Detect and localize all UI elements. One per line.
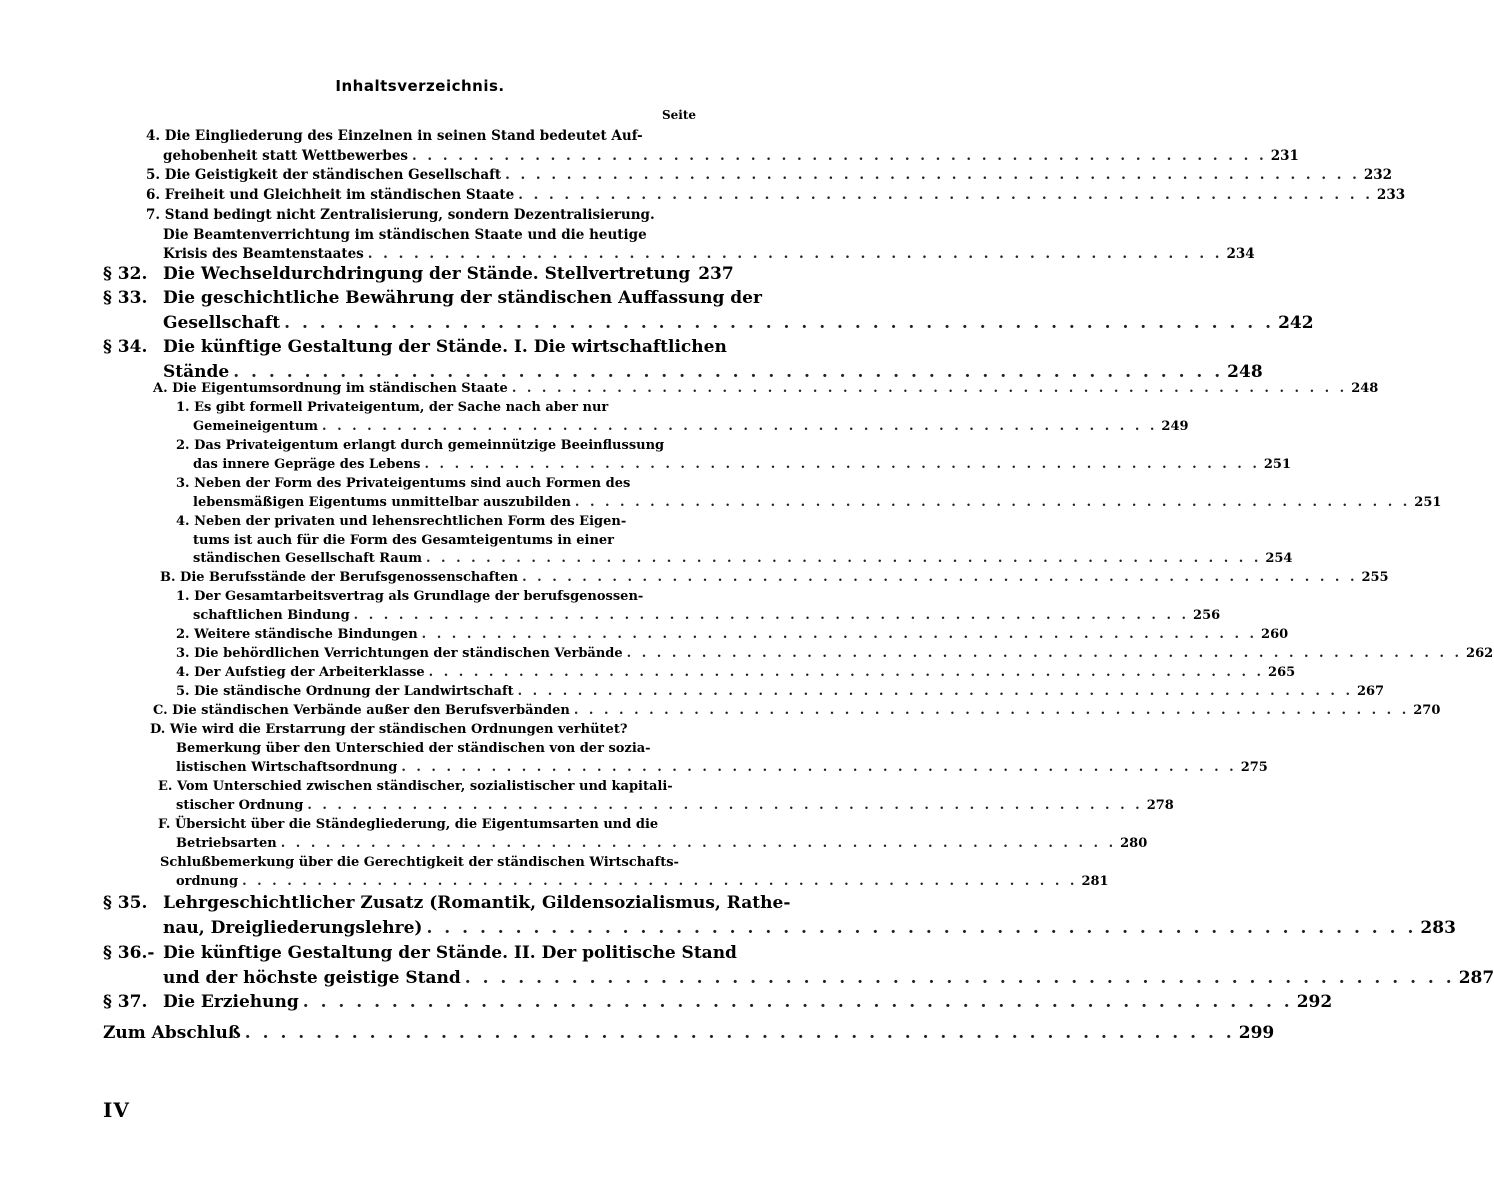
section-number: § 33. [103,288,148,308]
page-ref: 267 [1356,684,1385,699]
dot-leader: . . . . . . . . . . . . . . . . . . . . . . . . . . . . . . . . . . . . . . . . . . . . . . . . . . . . . . . . [428,665,1265,680]
section-number: § 35. [103,893,148,913]
entry-title: Die geschichtliche Bewährung der ständischen Auffassung der [163,288,762,308]
page-ref: 287 [1458,968,1494,988]
toc-entry-d0b [176,741,700,756]
entry-title: 5. Die ständische Ordnung der Landwirtschaft [176,684,514,699]
toc-entry-m33b [163,313,1314,333]
toc-entry-d0c [176,760,1268,775]
page-ref: 265 [1268,665,1296,680]
page-ref: 283 [1420,918,1456,938]
section-number: § 36.- [103,943,155,963]
entry-title: ständischen Gesellschaft Raum [193,551,422,566]
entry-title: Die Wechseldurchdringung der Stände. Stellvertretung [163,264,691,284]
toc-entry-e0b [176,798,1174,813]
dot-leader: . . . . . . . . . . . . . . . . . . . . . . . . . . . . . . . . . . . . . . . . . . . . . . . . . . . . . . . . [401,760,1237,775]
toc-entry-a2b [193,457,1292,472]
toc-entry-l2 [163,148,1299,164]
seite-label: Seite [662,108,697,122]
entry-title: 5. Die Geistigkeit der ständischen Gesellschaft [146,167,502,183]
toc-entry-m35b [163,918,1456,938]
toc-entry-a3a [176,476,700,491]
toc-entry-s0b [176,874,1109,889]
dot-leader: . . . . . . . . . . . . . . . . . . . . . . . . . . . . . . . . . . . . . . . . . . . . . . . . . . . . . . . . [425,551,1262,566]
entry-title: 1. Es gibt formell Privateigentum, der Sache nach aber nur [176,400,609,415]
toc-entry-a4a [176,514,700,529]
section-number: § 34. [103,337,148,357]
page-ref: 251 [1263,457,1292,472]
dot-leader: . . . . . . . . . . . . . . . . . . . . . . . . . . . . . . . . . . . . . . . . . . . . . . . . . . . . . . . . [244,1023,1235,1043]
page-ref: 275 [1240,760,1268,775]
page-ref: 256 [1193,608,1221,623]
entry-title: das innere Gepräge des Lebens [193,457,421,472]
toc-entry-a4c [193,551,1293,566]
toc-entry-m33a [103,288,762,308]
entry-title: 1. Der Gesamtarbeitsvertrag als Grundlage der berufsgenossen- [176,589,644,604]
section-number: § 37. [103,992,148,1012]
page-ref: 281 [1081,874,1109,889]
entry-title: Bemerkung über den Unterschied der ständischen von der sozia- [176,741,651,756]
toc-entry-zum [103,1023,1275,1043]
page-ref: 251 [1414,495,1442,510]
toc-entry-l5 [146,207,700,223]
page-ref: 262 [1466,646,1494,661]
toc-entry-a3b [193,495,1442,510]
dot-leader: . . . . . . . . . . . . . . . . . . . . . . . . . . . . . . . . . . . . . . . . . . . . . . . . . . . . . . . . [426,918,1417,938]
dot-leader: . . . . . . . . . . . . . . . . . . . . . . . . . . . . . . . . . . . . . . . . . . . . . . . . . . . . . . . . [505,167,1360,183]
toc-entry-a0 [153,381,1379,396]
page-ref: 299 [1238,1023,1275,1043]
dot-leader: . . . . . . . . . . . . . . . . . . . . . . . . . . . . . . . . . . . . . . . . . . . . . . . . . . . . . . . . [322,419,1158,434]
entry-title: Die künftige Gestaltung der Stände. I. Die wirtschaftlichen [163,337,727,357]
dot-leader: . . . . . . . . . . . . . . . . . . . . . . . . . . . . . . . . . . . . . . . . . . . . . . . . . . . . . . . . [233,362,1224,382]
toc-entry-f0a [158,817,700,832]
dot-leader: . . . . . . . . . . . . . . . . . . . . . . . . . . . . . . . . . . . . . . . . . . . . . . . . . . . . . . . . [307,798,1143,813]
dot-leader: . . . . . . . . . . . . . . . . . . . . . . . . . . . . . . . . . . . . . . . . . . . . . . . . . . . . . . . . [353,608,1190,623]
dot-leader: . . . . . . . . . . . . . . . . . . . . . . . . . . . . . . . . . . . . . . . . . . . . . . . . . . . . . . . . [412,148,1267,164]
entry-title: nau, Dreigliederungslehre) [163,918,423,938]
entry-title: Zum Abschluß [103,1023,241,1043]
entry-title: Die Beamtenverrichtung im ständischen Staate und die heutige [163,227,647,243]
entry-title: 6. Freiheit und Gleichheit im ständischen Staate [146,187,515,203]
entry-title: Betriebsarten [176,836,277,851]
toc-entry-a1a [176,400,700,415]
toc-entry-m36a [103,943,737,963]
entry-title: Gemeineigentum [193,419,319,434]
dot-leader: . . . . . . . . . . . . . . . . . . . . . . . . . . . . . . . . . . . . . . . . . . . . . . . . . . . . . . . . [302,992,1293,1012]
toc-entry-m34a [103,337,727,357]
dot-leader: . . . . . . . . . . . . . . . . . . . . . . . . . . . . . . . . . . . . . . . . . . . . . . . . . . . . . . . . [574,495,1411,510]
toc-entry-a4b [193,533,700,548]
toc-entry-l3 [146,167,1393,183]
entry-title: C. Die ständischen Verbände außer den Berufsverbänden [153,703,570,718]
entry-title: schaftlichen Bindung [193,608,350,623]
toc-entry-b0 [160,570,1389,585]
toc-entry-l7 [163,246,1255,262]
page-ref: 254 [1265,551,1293,566]
toc-entry-b1b [193,608,1221,623]
page-ref: 242 [1278,313,1314,333]
entry-title: lebensmäßigen Eigentums unmittelbar auszubilden [193,495,571,510]
dot-leader: . . . . . . . . . . . . . . . . . . . . . . . . . . . . . . . . . . . . . . . . . . . . . . . . . . . . . . . . [464,968,1455,988]
entry-title: Lehrgeschichtlicher Zusatz (Romantik, Gildensozialismus, Rathe- [163,893,791,913]
toc-entry-m32 [103,264,734,284]
page-ref: 237 [698,264,734,284]
page-ref: 280 [1120,836,1148,851]
toc-entry-c0 [153,703,1441,718]
entry-title: Krisis des Beamtenstaates [163,246,364,262]
entry-title: 2. Das Privateigentum erlangt durch gemeinnützige Beeinflussung [176,438,665,453]
page-ref: 248 [1227,362,1263,382]
entry-title: ordnung [176,874,239,889]
toc-entry-e0a [158,779,700,794]
toc-entry-a1b [193,419,1189,434]
toc-entry-a2a [176,438,700,453]
entry-title: B. Die Berufsstände der Berufsgenossenschaften [160,570,519,585]
entry-title: A. Die Eigentumsordnung im ständischen Staate [153,381,508,396]
toc-entry-b2 [176,627,1289,642]
toc-entry-m37 [103,992,1333,1012]
toc-entry-b1a [176,589,700,604]
entry-title: 3. Neben der Form des Privateigentums sind auch Formen des [176,476,631,491]
dot-leader: . . . . . . . . . . . . . . . . . . . . . . . . . . . . . . . . . . . . . . . . . . . . . . . . . . . . . . . . [522,570,1358,585]
entry-title: 2. Weitere ständische Bindungen [176,627,418,642]
page-ref: 278 [1146,798,1174,813]
dot-leader: . . . . . . . . . . . . . . . . . . . . . . . . . . . . . . . . . . . . . . . . . . . . . . . . . . . . . . . . [518,187,1373,203]
section-number: § 32. [103,264,148,284]
entry-title: gehobenheit statt Wettbewerbes [163,148,409,164]
page-ref: 231 [1270,148,1299,164]
toc-entry-b3 [176,646,1494,661]
page-ref: 292 [1296,992,1333,1012]
entry-title: listischen Wirtschaftsordnung [176,760,398,775]
toc-entry-m35a [103,893,791,913]
entry-title: tums ist auch für die Form des Gesamteigentums in einer [193,533,615,548]
entry-title: Stände [163,362,230,382]
entry-title: Gesellschaft [163,313,281,333]
dot-leader: . . . . . . . . . . . . . . . . . . . . . . . . . . . . . . . . . . . . . . . . . . . . . . . . . . . . . . . . [573,703,1410,718]
entry-title: E. Vom Unterschied zwischen ständischer, sozialistischer und kapitali- [158,779,673,794]
entry-title: und der höchste geistige Stand [163,968,461,988]
toc-entry-d0a [150,722,700,737]
dot-leader: . . . . . . . . . . . . . . . . . . . . . . . . . . . . . . . . . . . . . . . . . . . . . . . . . . . . . . . . [367,246,1223,262]
entry-title: Schlußbemerkung über die Gerechtigkeit der ständischen Wirtschafts- [160,855,679,870]
entry-title: 7. Stand bedingt nicht Zentralisierung, sondern Dezentralisierung. [146,207,655,223]
dot-leader: . . . . . . . . . . . . . . . . . . . . . . . . . . . . . . . . . . . . . . . . . . . . . . . . . . . . . . . . [280,836,1117,851]
page-number: IV [103,1098,130,1122]
toc-entry-l1 [146,128,700,144]
dot-leader: . . . . . . . . . . . . . . . . . . . . . . . . . . . . . . . . . . . . . . . . . . . . . . . . . . . . . . . . [517,684,1353,699]
entry-title: D. Wie wird die Erstarrung der ständischen Ordnungen verhütet? [150,722,628,737]
page-ref: 249 [1161,419,1189,434]
entry-title: 4. Der Aufstieg der Arbeiterklasse [176,665,425,680]
entry-title: Die Erziehung [163,992,299,1012]
page-ref: 255 [1361,570,1389,585]
toc-entry-b4 [176,665,1296,680]
dot-leader: . . . . . . . . . . . . . . . . . . . . . . . . . . . . . . . . . . . . . . . . . . . . . . . . . . . . . . . . [421,627,1258,642]
toc-entry-f0b [176,836,1148,851]
toc-entry-l6 [163,227,700,243]
page-ref: 232 [1363,167,1393,183]
page-ref: 270 [1413,703,1441,718]
toc-entry-b5 [176,684,1385,699]
toc-entry-s0a [160,855,700,870]
dot-leader: . . . . . . . . . . . . . . . . . . . . . . . . . . . . . . . . . . . . . . . . . . . . . . . . . . . . . . . . [284,313,1275,333]
toc-entry-l4 [146,187,1406,203]
page-ref: 260 [1261,627,1289,642]
dot-leader: . . . . . . . . . . . . . . . . . . . . . . . . . . . . . . . . . . . . . . . . . . . . . . . . . . . . . . . . [424,457,1260,472]
dot-leader: . . . . . . . . . . . . . . . . . . . . . . . . . . . . . . . . . . . . . . . . . . . . . . . . . . . . . . . . [511,381,1348,396]
page-ref: 233 [1376,187,1406,203]
page-ref: 234 [1226,246,1255,262]
page-ref: 248 [1351,381,1379,396]
dot-leader: . . . . . . . . . . . . . . . . . . . . . . . . . . . . . . . . . . . . . . . . . . . . . . . . . . . . . . . . [626,646,1463,661]
page-title: Inhaltsverzeichnis. [335,77,505,95]
entry-title: F. Übersicht über die Ständegliederung, die Eigentumsarten und die [158,817,659,832]
toc-entry-m36b [163,968,1494,988]
dot-leader: . . . . . . . . . . . . . . . . . . . . . . . . . . . . . . . . . . . . . . . . . . . . . . . . . . . . . . . . [242,874,1078,889]
entry-title: 4. Neben der privaten und lehensrechtlichen Form des Eigen- [176,514,627,529]
entry-title: stischer Ordnung [176,798,304,813]
entry-title: 3. Die behördlichen Verrichtungen der ständischen Verbände [176,646,623,661]
entry-title: 4. Die Eingliederung des Einzelnen in seinen Stand bedeutet Auf- [146,128,643,144]
entry-title: Die künftige Gestaltung der Stände. II. Der politische Stand [163,943,737,963]
toc-entry-m34b [163,362,1263,382]
